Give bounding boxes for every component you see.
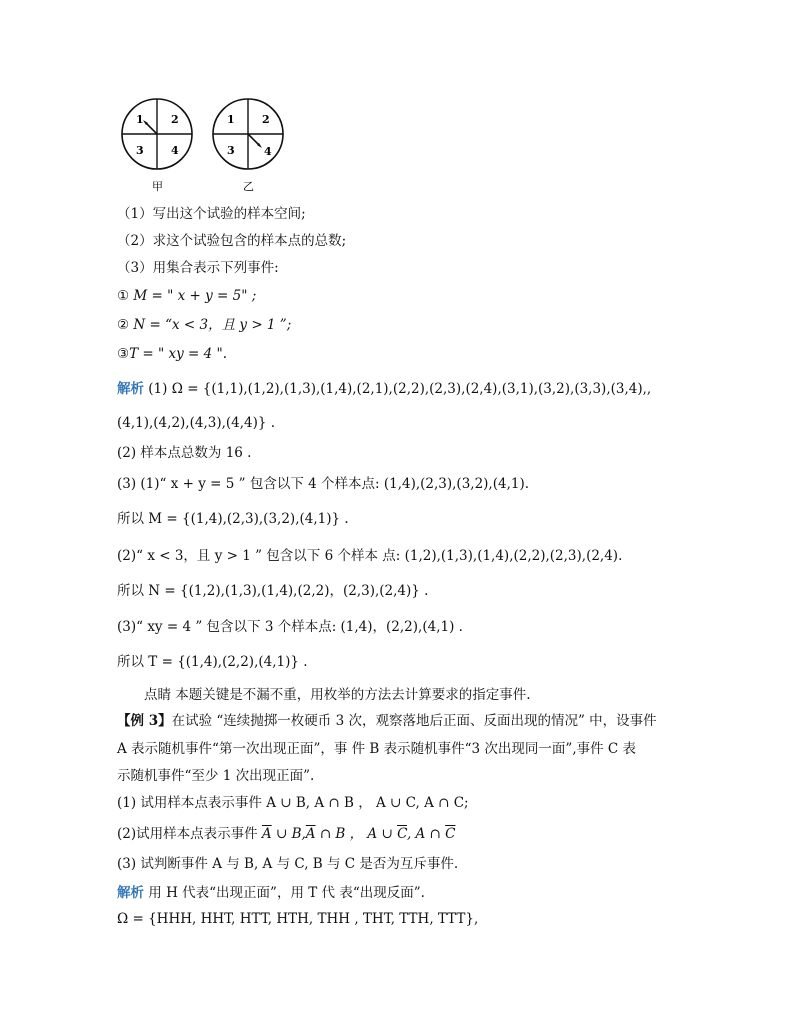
spinner-figure bbox=[117, 96, 291, 196]
spinner-left-sector-2: 2 bbox=[171, 113, 179, 126]
event-2-marker: ② bbox=[117, 317, 134, 333]
solution-1-cont: (4,1),(4,2),(4,3),(4,4)} . bbox=[117, 415, 276, 431]
tip-note: 点睛 本题关键是不漏不重，用枚举的方法去计算要求的指定事件. bbox=[144, 687, 531, 703]
example-3-question-3: (3) 试判断事件 A 与 B, A 与 C, B 与 C 是否为互斥事件. bbox=[117, 856, 459, 872]
q2-a-bar-2: $\overline{A}$ bbox=[305, 826, 316, 842]
example-3-solution-keyword: 解析 bbox=[117, 885, 144, 901]
spinner-left-label: 甲 bbox=[152, 180, 163, 193]
spinner-right-sector-4: 4 bbox=[264, 145, 272, 158]
event-2 bbox=[117, 316, 291, 334]
solution-3b: 所以 M = {(1,4),(2,3),(3,2),(4,1)} . bbox=[117, 511, 349, 527]
solution-3a: (3) (1)“ x + y = 5 ” 包含以下 4 个样本点: (1,4),(2,3),(3,2),(4,1). bbox=[117, 476, 530, 492]
q2-part-g: , A ∩ bbox=[406, 826, 446, 842]
solution-keyword: 解析 bbox=[117, 381, 144, 397]
solution-3c: (2)“ x < 3，且 y > 1 ” 包含以下 6 个样本 点: (1,2),(1,3),(1,4),(2,2),(2,3),(2,4). bbox=[117, 548, 623, 564]
example-3-question-1: (1) 试用样本点表示事件 A ∪ B, A ∩ B ， A ∪ C, A ∩ C; bbox=[117, 795, 469, 811]
event-1-marker: ① bbox=[117, 288, 134, 304]
q2-part-c: ∪ B, bbox=[271, 826, 306, 842]
solution-3e: (3)“ xy = 4 ” 包含以下 3 个样本点: (1,4)，(2,2),(4,1) . bbox=[117, 619, 463, 635]
example-3-omega: Ω = {HHH, HHT, HTT, HTH, THH , THT, TTH, TTT}, bbox=[117, 911, 479, 927]
solution-2: (2) 样本点总数为 16 . bbox=[117, 445, 252, 461]
example-3-line-1 bbox=[117, 712, 657, 730]
question-1: （1）写出这个试验的样本空间; bbox=[117, 206, 306, 222]
event-3-math: T = " xy = 4 ". bbox=[129, 346, 228, 362]
q2-c-bar-2: $\overline{C}$ bbox=[445, 826, 456, 842]
event-2-math: N = “x < 3，且 y > 1 ”; bbox=[133, 317, 292, 333]
solution-1 bbox=[117, 380, 651, 398]
question-2: （2）求这个试验包含的样本点的总数; bbox=[117, 233, 347, 249]
spinner-right-label: 乙 bbox=[243, 180, 254, 193]
spinner-left bbox=[122, 99, 192, 193]
spinner-right-sector-1: 1 bbox=[227, 113, 235, 126]
solution-3d: 所以 N = {(1,2),(1,3),(1,4),(2,2)，(2,3),(2,4)} . bbox=[117, 583, 429, 599]
example-3-line-2: A 表示随机事件“第一次出现正面”，事 件 B 表示随机事件“3 次出现同一面”,事件 C 表 bbox=[117, 741, 637, 757]
example-3-question-2 bbox=[117, 825, 456, 843]
spinner-right bbox=[213, 99, 283, 193]
example-3-solution-text: 用 H 代表“出现正面”，用 T 代 表“出现反面”. bbox=[144, 885, 425, 901]
spinner-right-sector-2: 2 bbox=[262, 113, 270, 126]
solution-1-math: (1) Ω = {(1,1),(1,2),(1,3),(1,4),(2,1),(2,2),(2,3),(2,4),(3,1),(3,2),(3,3),(3,4),, bbox=[144, 381, 652, 397]
spinner-left-sector-4: 4 bbox=[171, 144, 179, 157]
spinner-left-sector-1: 1 bbox=[136, 113, 144, 126]
example-3-text-1: 在试验 “连续抛掷一枚硬币 3 次，观察落地后正面、反面出现的情况” 中，设事件 bbox=[171, 713, 657, 729]
q2-text: (2)试用样本点表示事件 bbox=[117, 826, 262, 842]
event-1 bbox=[117, 287, 256, 305]
q2-c-bar: $\overline{C}$ bbox=[397, 826, 407, 842]
example-3-line-3: 示随机事件“至少 1 次出现正面”. bbox=[117, 768, 315, 784]
example-3-solution bbox=[117, 884, 425, 902]
event-1-math: M = " x + y = 5" ; bbox=[133, 288, 257, 304]
q2-a-bar: $\overline{A}$ bbox=[261, 826, 272, 842]
spinner-right-sector-3: 3 bbox=[227, 144, 235, 157]
solution-3f: 所以 T = {(1,4),(2,2),(4,1)} . bbox=[117, 654, 308, 670]
event-3-marker: ③ bbox=[117, 346, 130, 362]
question-3: （3）用集合表示下列事件: bbox=[117, 260, 279, 276]
example-3-tag: 【例 3】 bbox=[117, 713, 172, 729]
q2-part-e: ∩ B ， A ∪ bbox=[315, 826, 398, 842]
event-3 bbox=[117, 345, 227, 363]
spinner-left-sector-3: 3 bbox=[136, 144, 144, 157]
